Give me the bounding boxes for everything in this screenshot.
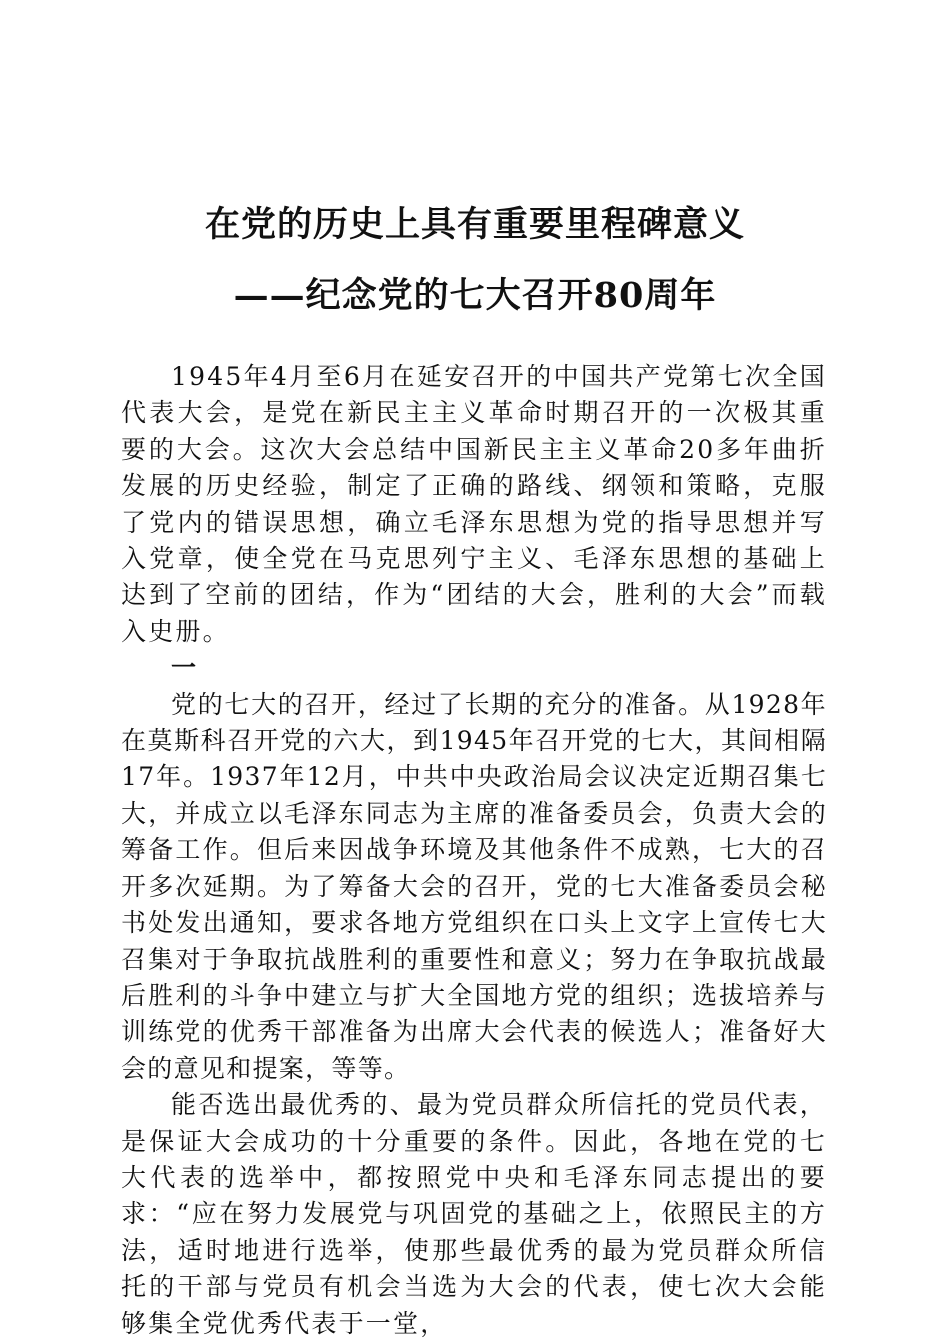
paragraph-preparation: 党的七大的召开，经过了长期的充分的准备。从1928年在莫斯科召开党的六大，到1945年召开党的七大，其间相隔17年。1937年12月，中共中央政治局会议决定近期召集七大，并成立以毛泽东同志为主席的准备委员会，负责大会的筹备工作。但后来因战争环境及其他条件不成熟，七大的召开多次延期。为了筹备大会的召开，党的七大准备委员会秘书处发出通知，要求各地方党组织在口头上文字上宣传七大召集对于争取抗战胜利的重要性和意义；努力在争取抗战最后胜利的斗争中建立与扩大全国地方党的组织；选拔培养与训练党的优秀干部准备为出席大会代表的候选人；准备好大会的意见和提案，等等。 bbox=[121, 689, 827, 1083]
document-subtitle: ——纪念党的七大召开80周年 bbox=[233, 275, 717, 316]
paragraph-intro: 1945年4月至6月在延安召开的中国共产党第七次全国代表大会，是党在新民主主义革命时期召开的一次极其重要的大会。这次大会总结中国新民主主义革命20多年曲折发展的历史经验，制定了正确的路线、纲领和策略，克服了党内的错误思想，确立毛泽东思想为党的指导思想并写入党章，使全党在马克思列宁主义、毛泽东思想的基础上达到了空前的团结，作为“团结的大会，胜利的大会”而载入史册。 bbox=[121, 362, 827, 646]
document-title: 在党的历史上具有重要里程碑意义 bbox=[204, 204, 745, 245]
document-body bbox=[121, 359, 827, 1342]
section-number: 一 bbox=[171, 653, 197, 683]
paragraph-election: 能否选出最优秀的、最为党员群众所信托的党员代表，是保证大会成功的十分重要的条件。因此，各地在党的七大代表的选举中，都按照党中央和毛泽东同志提出的要求：“应在努力发展党与巩固党的基础之上，依照民主的方法，适时地进行选举，使那些最优秀的最为党员群众所信托的干部与党员有机会当选为大会的代表，使七次大会能够集全党优秀代表于一堂， bbox=[121, 1090, 827, 1338]
